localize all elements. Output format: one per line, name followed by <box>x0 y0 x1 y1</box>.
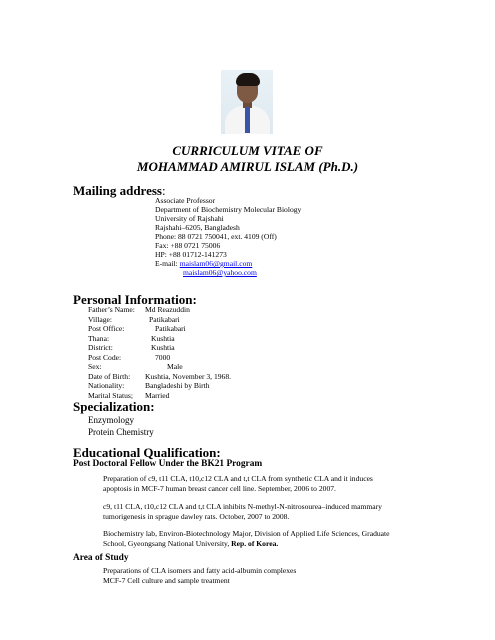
personal-value: Married <box>145 390 170 400</box>
mailing-line: University of Rajshahi <box>155 214 224 223</box>
education-heading: Educational Qualification: <box>73 445 221 460</box>
email-line: E-mail: maislam06@gmail.com <box>155 259 253 268</box>
personal-value: Bangladeshi by Birth <box>145 381 210 390</box>
personal-value: Kushtia, November 3, 1968. <box>145 371 232 381</box>
personal-key: Nationality: <box>88 381 125 390</box>
area-item: MCF-7 Cell culture and sample treatment <box>103 576 230 585</box>
area-item: Preparations of CLA isomers and fatty acid-albumin complexes <box>103 566 297 575</box>
postdoc-paragraph-1: Preparation of c9, t11 CLA, t10,c12 CLA and t,t CLA from synthetic CLA and it induces apoptosis in MCF-7 human breast cancer cell line. September, 2006 to 2007. <box>103 474 373 493</box>
email-link-2[interactable]: maislam06@yahoo.com <box>183 268 257 277</box>
personal-key: District: <box>88 343 113 352</box>
cv-title-line2: MOHAMMAD AMIRUL ISLAM (Ph.D.) <box>136 159 359 174</box>
mailing-line: Phone: 88 0721 750041, ext. 4109 (Off) <box>155 232 277 241</box>
personal-key: Thana: <box>88 333 110 343</box>
email-link-1[interactable]: maislam06@gmail.com <box>179 259 253 268</box>
personal-key: Father’s Name: <box>88 305 135 314</box>
personal-value: Kushtia <box>151 343 175 352</box>
specialization-item: Enzymology <box>88 415 134 425</box>
personal-key: Post Code: <box>88 352 122 362</box>
personal-keys <box>88 305 135 400</box>
personal-key: Date of Birth: <box>88 371 131 381</box>
personal-key: Village: <box>88 314 113 324</box>
mailing-line: Associate Professor <box>155 196 216 205</box>
personal-value: Kushtia <box>151 333 175 343</box>
personal-key: Post Office: <box>88 324 125 333</box>
postdoc-paragraph-2: c9, t11 CLA, t10,c12 CLA and t,t CLA inhibits N-methyl-N-nitrosourea–induced mammary tumorigenesis in sprague dawley rats. October, 2007 to 2008. <box>103 502 382 521</box>
personal-value: Patikabari <box>155 324 186 333</box>
profile-photo <box>221 70 273 134</box>
personal-heading: Personal Information: <box>73 292 197 307</box>
mailing-block <box>155 196 301 277</box>
specialization-heading: Specialization: <box>73 399 155 414</box>
mailing-heading: Mailing address: <box>73 183 166 198</box>
personal-value: Male <box>167 362 183 371</box>
mailing-line: Rajshahi–6205, Bangladesh <box>155 223 240 232</box>
postdoc-paragraph-3: Biochemistry lab, Environ-Biotechnology Major, Division of Applied Life Sciences, Graduate School, Gyeongsang National University, Rep. of Korea. <box>103 529 390 548</box>
country-bold: Rep. of Korea. <box>231 539 279 548</box>
mailing-line: Fax: +88 0721 75006 <box>155 241 221 250</box>
area-heading: Area of Study <box>73 553 129 563</box>
mailing-line: HP: +88 01712-141273 <box>155 250 227 259</box>
mailing-line: Department of Biochemistry Molecular Biology <box>155 205 302 214</box>
area-list <box>103 566 296 586</box>
postdoc-heading: Post Doctoral Fellow Under the BK21 Program <box>73 459 263 469</box>
personal-key: Sex: <box>88 362 102 371</box>
cv-title-line1: CURRICULUM VITAE OF <box>172 143 323 158</box>
specialization-item: Protein Chemistry <box>88 427 154 437</box>
personal-value: Patikabari <box>149 314 180 324</box>
personal-values <box>145 305 231 400</box>
personal-value: 7000 <box>155 352 171 362</box>
email-line-2 <box>155 268 301 277</box>
specialization-list <box>88 414 154 438</box>
personal-value: Md Reazuddin <box>145 305 190 314</box>
personal-key: Marital Status; <box>88 390 133 400</box>
